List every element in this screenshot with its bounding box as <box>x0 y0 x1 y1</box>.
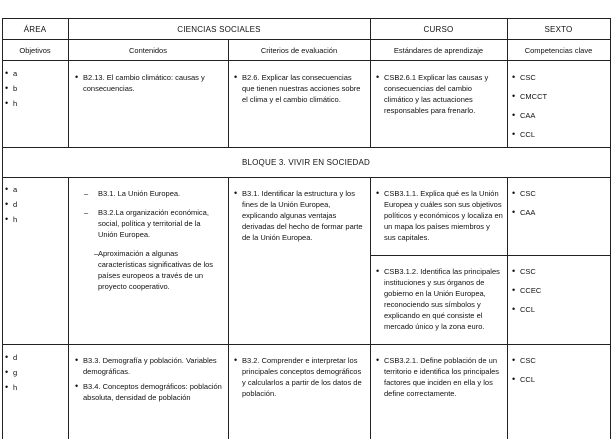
table-rule <box>2 39 611 40</box>
table-rule <box>370 177 371 439</box>
list-item: • B3.2. Comprender e interpretar los principales conceptos demográficos y calcularlos a partir de los datos de población. <box>233 355 366 399</box>
table-border-top <box>2 18 611 19</box>
block-title: BLOQUE 3. VIVIR EN SOCIEDAD <box>241 158 371 167</box>
column-competencias: Competencias clave <box>524 46 593 55</box>
list-item: • CCL <box>511 304 606 315</box>
table-rule <box>2 18 3 439</box>
objetivos-list <box>4 68 64 113</box>
table-rule <box>507 177 508 439</box>
list-item: • CAA <box>511 110 606 121</box>
list-item: • CAA <box>511 207 606 218</box>
list-item: – B3.1. La Unión Europea. <box>70 188 222 199</box>
competencias-list <box>511 72 606 148</box>
estandares-list <box>375 355 503 399</box>
list-item: • d <box>4 352 64 363</box>
table-rule <box>370 18 371 147</box>
estandares-list <box>375 266 503 332</box>
list-item: • B2.6. Explicar las consecuencias que tienen nuestras acciones sobre el clima y el cambio climático. <box>233 72 366 105</box>
list-item: – B3.2.La organización económica, social, política y territorial de la Unión Europea. <box>70 207 222 240</box>
table-rule <box>228 177 229 439</box>
header-course: CURSO <box>423 25 454 34</box>
table-rule <box>2 177 611 178</box>
header-area: ÁREA <box>23 25 47 34</box>
list-item: • B3.4. Conceptos demográficos: población absoluta, densidad de población <box>74 381 222 403</box>
list-item: • B3.3. Demografía y población. Variables demográficas. <box>74 355 222 377</box>
objetivos-list <box>4 184 64 229</box>
list-item: • CMCCT <box>511 91 606 102</box>
list-item: • CCL <box>511 374 606 385</box>
list-item: • h <box>4 98 64 109</box>
list-item: • B3.1. Identificar la estructura y los fines de la Unión Europea, explicando algunas ventajas derivadas del hecho de formar parte de la Unión Europea. <box>233 188 366 243</box>
criterios-list <box>233 188 366 243</box>
competencias-list <box>511 266 606 323</box>
criterios-list <box>233 72 366 105</box>
list-item: • CCL <box>511 129 606 140</box>
list-item: • CSB3.2.1. Define población de un territorio e identifica los principales factores que inciden en ella y los define correctamente. <box>375 355 503 399</box>
table-rule <box>610 18 611 439</box>
table-rule <box>2 344 611 345</box>
list-item: • h <box>4 382 64 393</box>
list-item: • CSB3.1.2. Identifica las principales instituciones y sus órganos de gobierno en la Unión Europea, reconociendo sus símbolos y explicando en qué consiste el mercado único y la zona euro. <box>375 266 503 332</box>
list-item: • CSC <box>511 266 606 277</box>
table-rule <box>370 255 611 256</box>
column-contenidos: Contenidos <box>129 46 167 55</box>
competencias-list <box>511 355 606 393</box>
list-item: • CSB3.1.1. Explica qué es la Unión Europea y cuáles son sus objetivos políticos y económicos y localiza en un mapa los países miembros y sus capitales. <box>375 188 503 243</box>
list-item: • B2.13. El cambio climático: causas y consecuencias. <box>74 72 222 94</box>
contenidos-list <box>70 188 222 300</box>
header-subject: CIENCIAS SOCIALES <box>177 25 261 34</box>
column-objetivos: Objetivos <box>19 46 51 55</box>
table-rule <box>68 177 69 439</box>
list-item: • d <box>4 199 64 210</box>
competencias-list <box>511 188 606 226</box>
objetivos-list <box>4 352 64 397</box>
list-item: • CSC <box>511 72 606 83</box>
contenidos-list <box>74 72 222 94</box>
estandares-list <box>375 188 503 243</box>
list-item: – Aproximación a algunas características significativas de los países europeos a través de un proyecto cooperativo. <box>70 248 222 292</box>
list-item: • g <box>4 367 64 378</box>
table-rule <box>507 18 508 147</box>
column-estandares: Estándares de aprendizaje <box>393 46 484 55</box>
list-item: • h <box>4 214 64 225</box>
estandares-list <box>375 72 503 116</box>
list-item: • CSC <box>511 188 606 199</box>
list-item: • CSC <box>511 355 606 366</box>
list-item: • CSB2.6.1 Explicar las causas y consecuencias del cambio climático y las actuaciones responsables para frenarlo. <box>375 72 503 116</box>
table-rule <box>2 60 611 61</box>
criterios-list <box>233 355 366 399</box>
contenidos-list <box>74 355 222 403</box>
list-item: • b <box>4 83 64 94</box>
list-item: • CCEC <box>511 285 606 296</box>
column-criterios: Criterios de evaluación <box>260 46 338 55</box>
table-rule <box>68 18 69 147</box>
list-item: • a <box>4 184 64 195</box>
list-item: • a <box>4 68 64 79</box>
header-grade: SEXTO <box>544 25 573 34</box>
